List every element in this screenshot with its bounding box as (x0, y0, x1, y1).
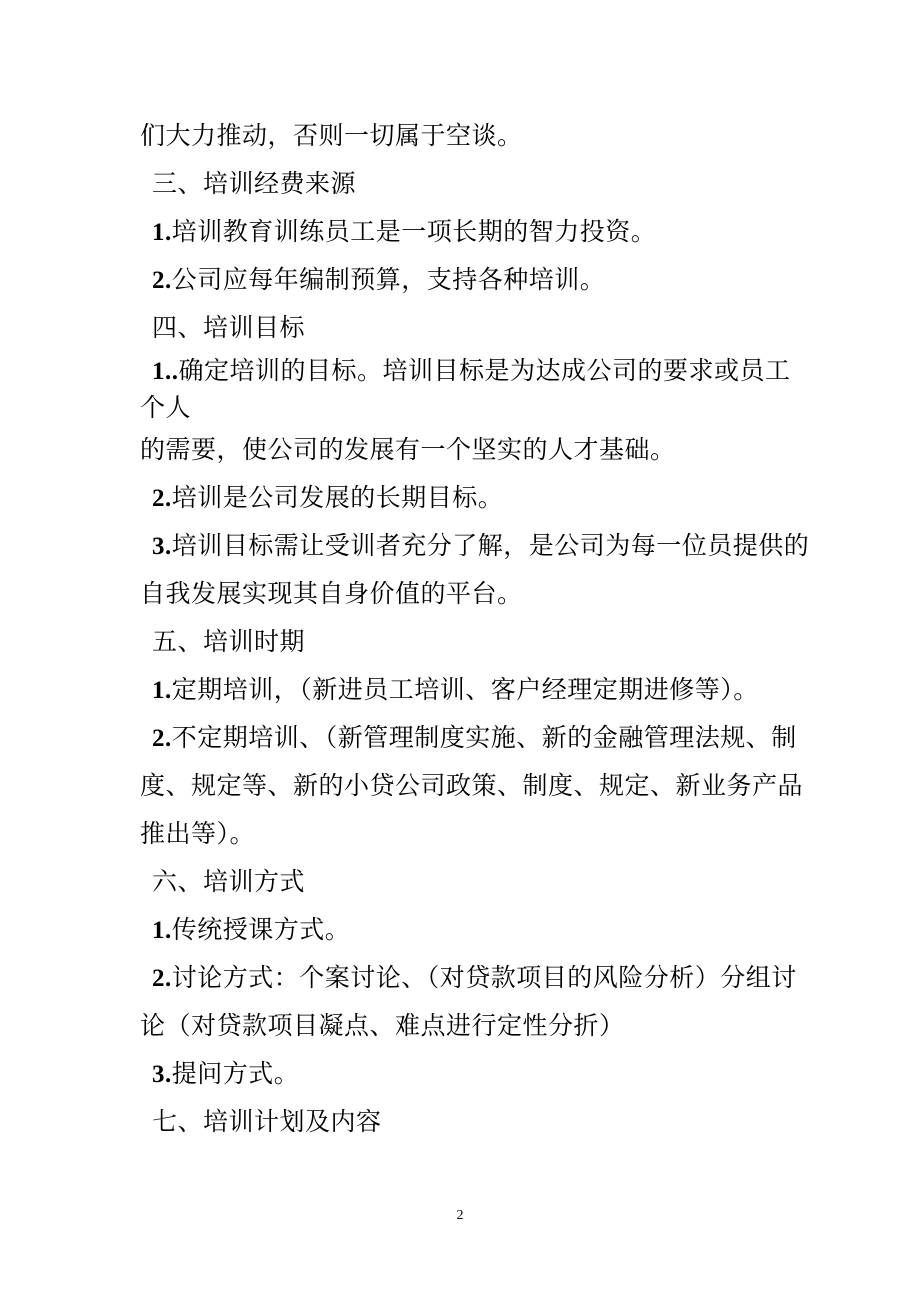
list-item: 1.定期培训，（新进员工培训、客户经理定期进修等）。 (152, 675, 759, 704)
list-item: 1..确定培训的目标。培训目标是为达成公司的要求或员工 (152, 356, 791, 385)
text-line: 个人 (140, 393, 192, 422)
text-line: 的需要，使公司的发展有一个坚实的人才基础。 (140, 435, 676, 464)
text-line: 度、规定等、新的小贷公司政策、制度、规定、新业务产品 (140, 771, 804, 800)
text-line: 论（对贷款项目凝点、难点进行定性分折） (140, 1011, 625, 1040)
text-line: 们大力推动，否则一切属于空谈。 (140, 121, 523, 150)
section-heading: 七、培训计划及内容 (152, 1107, 382, 1136)
list-item: 2.讨论方式：个案讨论、（对贷款项目的风险分析）分组讨 (152, 963, 797, 992)
list-item: 1.培训教育训练员工是一项长期的智力投资。 (152, 217, 657, 246)
list-item: 3.提问方式。 (152, 1059, 300, 1088)
text-line: 推出等）。 (140, 819, 256, 848)
list-item: 2.不定期培训、（新管理制度实施、新的金融管理法规、制 (152, 723, 797, 752)
list-item: 3.培训目标需让受训者充分了解，是公司为每一位员提供的 (152, 531, 810, 560)
list-item: 2.培训是公司发展的长期目标。 (152, 483, 504, 512)
section-heading: 四、培训目标 (152, 313, 306, 342)
list-item: 1.传统授课方式。 (152, 915, 351, 944)
section-heading: 五、培训时期 (152, 627, 306, 656)
section-heading: 三、培训经费来源 (152, 169, 357, 198)
page-number: 2 (456, 1208, 464, 1223)
section-heading: 六、培训方式 (152, 867, 306, 896)
text-line: 自我发展实现其自身价值的平台。 (140, 579, 523, 608)
document-body (140, 112, 810, 1146)
list-item: 2.公司应每年编制预算，支持各种培训。 (152, 265, 606, 294)
